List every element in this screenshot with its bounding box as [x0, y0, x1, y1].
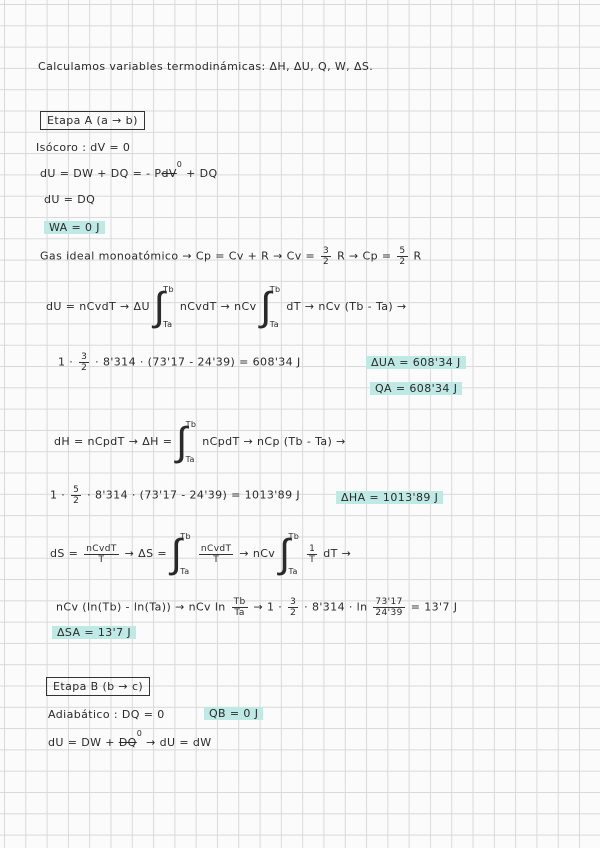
ds-pre: dS =: [50, 547, 79, 560]
du-dw-b: DQ: [118, 736, 137, 749]
ds-integral-line: [50, 532, 351, 576]
zero-mark: 0: [176, 160, 183, 169]
frac-den: 2: [323, 257, 330, 267]
du-calc-line: [58, 352, 301, 373]
frac-num: 73'17: [375, 597, 403, 607]
frac-num: 1: [309, 543, 316, 554]
ds-result: ΔSA = 13'7 J: [52, 626, 136, 639]
frac-num: nCvdT: [86, 543, 117, 554]
integral-sign: ∫ Tb Ta: [176, 419, 197, 465]
dh-b: nCpdT → nCp (Tb - Ta) →: [202, 435, 346, 448]
q-result: QA = 608'34 J: [370, 382, 462, 395]
frac-3-2: [288, 597, 298, 618]
ln-b: → 1 ·: [253, 600, 283, 614]
wa-result: WA = 0 J: [44, 221, 105, 234]
int-hi: Tb: [269, 285, 281, 294]
du-c: dT → nCv (Tb - Ta) →: [286, 300, 407, 313]
frac-num: Tb: [233, 597, 246, 607]
du-dw-line: [48, 729, 212, 749]
integral-sign: ∫ Tb Ta: [260, 284, 281, 330]
frac-num: 5: [73, 485, 80, 495]
gas-line: [40, 246, 422, 267]
calc2-pre: 1 ·: [50, 488, 66, 502]
adiabatic-line: Adiabático : DQ = 0: [48, 708, 165, 721]
du-integral-line: [46, 285, 407, 329]
frac-tb-ta: [232, 597, 248, 618]
first-law-b: dV: [161, 167, 177, 180]
int-hi: Tb: [288, 532, 300, 541]
integral-sign: ∫ Tb Ta: [153, 284, 174, 330]
dh-calc-line: [50, 485, 300, 506]
frac-den: 2: [399, 257, 406, 267]
integral-sign: ∫ Tb Ta: [279, 531, 300, 577]
ds-mid: → ΔS =: [124, 547, 167, 560]
gas-a: Gas ideal monoatómico → Cp = Cv + R → Cv =: [40, 249, 316, 263]
ln-c: · 8'314 · ln: [304, 600, 368, 614]
frac-den: T: [213, 554, 220, 565]
integral-sign: ∫ Tb Ta: [170, 531, 191, 577]
frac-3-2: [79, 352, 89, 373]
dh-a: dH = nCpdT → ΔH =: [54, 435, 173, 448]
int-lo: Ta: [180, 567, 190, 576]
frac-ncvdt-t: [199, 544, 234, 565]
stage-a-heading: Etapa A (a → b): [40, 111, 145, 130]
du-dw-c: → dU = dW: [146, 736, 212, 749]
du-a: dU = nCvdT → ΔU: [46, 300, 150, 313]
frac-1-t: [307, 544, 317, 565]
frac-den: 24'39: [375, 608, 403, 618]
first-law-a: dU = DW + DQ = - P: [40, 167, 162, 180]
int-lo: Ta: [185, 455, 195, 464]
frac-den: Ta: [234, 608, 245, 618]
qb-result: QB = 0 J: [204, 707, 263, 720]
first-law-c: + DQ: [186, 167, 218, 180]
calc2-body: · 8'314 · (73'17 - 24'39) = 1013'89 J: [87, 488, 301, 502]
du-dq-line: dU = DQ: [44, 193, 96, 206]
ln-line: [56, 597, 457, 618]
first-law-line: [40, 160, 218, 180]
frac-num: 3: [81, 352, 88, 362]
frac-den: 2: [73, 496, 80, 506]
dh-integral-line: [54, 420, 346, 464]
ln-res: = 13'7 J: [410, 600, 458, 614]
du-result: ΔUA = 608'34 J: [366, 356, 466, 369]
frac-3-2: [321, 246, 331, 267]
ds-end: dT →: [323, 547, 352, 560]
gas-mid: R → Cp =: [337, 249, 392, 263]
calc-body: · 8'314 · (73'17 - 24'39) = 608'34 J: [95, 355, 301, 369]
int-lo: Ta: [163, 320, 173, 329]
zero-mark: 0: [136, 729, 143, 738]
frac-temps: [373, 597, 404, 618]
frac-5-2: [71, 485, 81, 506]
isochoric-line: Isócoro : dV = 0: [36, 141, 131, 154]
frac-num: 3: [323, 246, 330, 256]
frac-ncvdt-t: [84, 544, 119, 565]
du-b: nCvdT → nCv: [179, 300, 257, 313]
gas-end: R: [413, 249, 422, 263]
int-hi: Tb: [163, 285, 174, 294]
title: Calculamos variables termodinámicas: ΔH, ΔU, Q, W, ΔS.: [38, 60, 374, 73]
stage-b-heading: Etapa B (b → c): [46, 677, 150, 696]
int-lo: Ta: [288, 567, 298, 576]
int-lo: Ta: [269, 320, 280, 329]
int-hi: Tb: [180, 532, 191, 541]
frac-num: 3: [290, 597, 297, 607]
du-dw-a: dU = DW +: [48, 736, 115, 749]
frac-num: 5: [399, 246, 406, 256]
dh-result: ΔHA = 1013'89 J: [336, 491, 443, 504]
frac-5-2: [397, 246, 407, 267]
frac-den: 2: [81, 363, 88, 373]
frac-den: T: [309, 554, 316, 565]
frac-num: nCvdT: [200, 543, 232, 554]
frac-den: 2: [290, 608, 297, 618]
calc-pre: 1 ·: [58, 355, 74, 369]
ds-mid2: → nCv: [239, 547, 276, 560]
int-hi: Tb: [185, 420, 197, 429]
ln-a: nCv (ln(Tb) - ln(Ta)) → nCv ln: [56, 600, 226, 614]
frac-den: T: [98, 554, 105, 565]
